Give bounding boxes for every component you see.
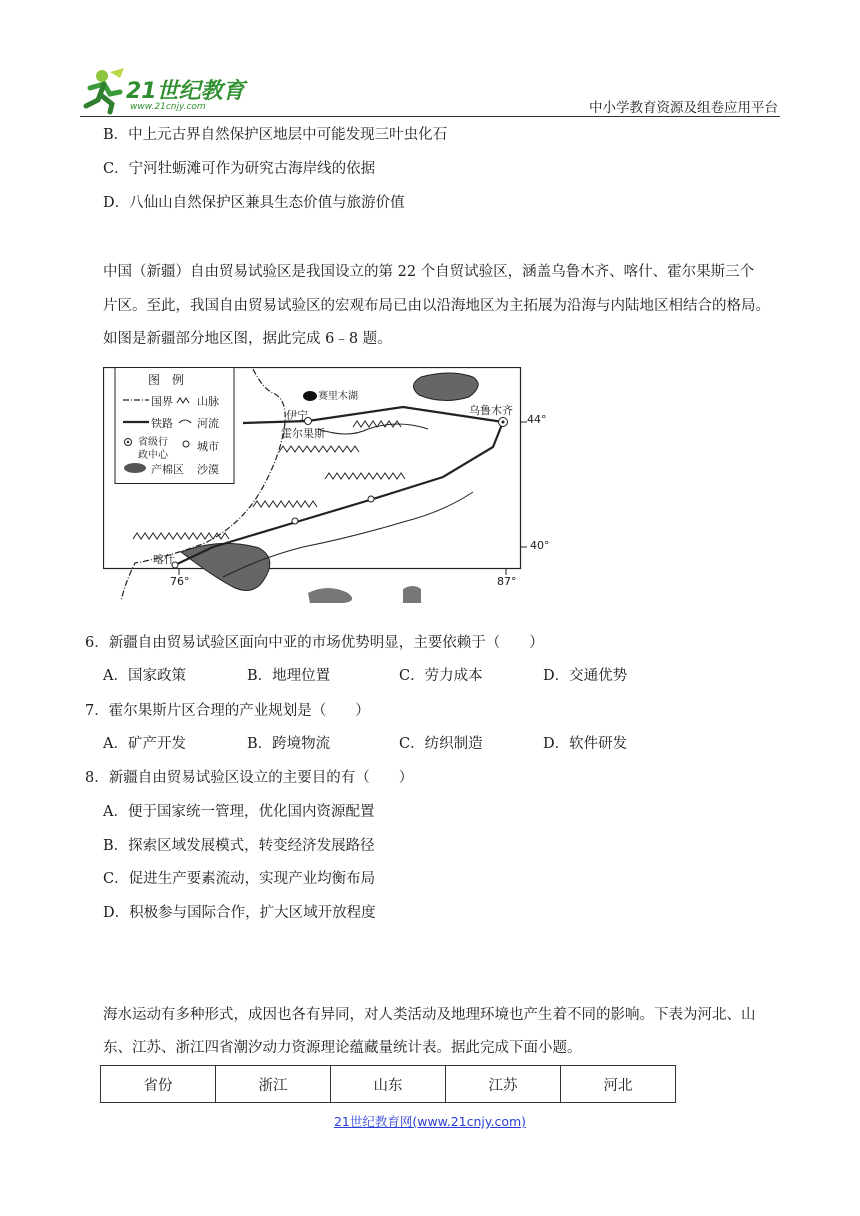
intro2-line2: 东、江苏、浙江四省潮汐动力资源理论蕴藏量统计表。据此完成下面小题。 xyxy=(103,1040,582,1056)
table-header-row xyxy=(101,1066,676,1103)
question-6-option-d: D．交通优势 xyxy=(543,668,628,684)
label-sayram-lake: 赛里木湖 xyxy=(318,391,358,402)
legend-capital-2: 政中心 xyxy=(138,450,168,461)
label-lat-44: 44° xyxy=(527,413,547,426)
question-7-option-c: C．纺织制造 xyxy=(399,736,483,752)
legend-river: 河流 xyxy=(197,417,219,430)
footer-site-link[interactable]: 21世纪教育网(www.21cnjy.com) xyxy=(333,1114,527,1129)
legend-border: 国界 xyxy=(151,395,173,408)
header-divider xyxy=(80,116,780,117)
question-8-option-c: C．促进生产要素流动，实现产业均衡布局 xyxy=(103,871,376,887)
question-7-option-a: A．矿产开发 xyxy=(103,736,186,752)
question-6-stem: 6．新疆自由贸易试验区面向中亚的市场优势明显，主要依赖于（ ） xyxy=(85,635,544,651)
logo-url: www.21cnjy.com xyxy=(130,102,206,112)
intro1-line1: 中国（新疆）自由贸易试验区是我国设立的第 22 个自贸试验区，涵盖乌鲁木齐、喀什、霍尔果斯三个 xyxy=(103,264,755,280)
question-8-stem: 8．新疆自由贸易试验区设立的主要目的有（ ） xyxy=(85,770,414,786)
platform-name: 中小学教育资源及组卷应用平台 xyxy=(589,100,778,116)
label-yining: 伊宁 xyxy=(286,409,308,422)
intro1-line2: 片区。至此，我国自由贸易试验区的宏观布局已由以沿海地区为主拓展为沿海与内陆地区相结合的格局。 xyxy=(103,298,770,314)
question-8-option-d: D．积极参与国际合作，扩大区域开放程度 xyxy=(103,905,376,921)
intro2-line1: 海水运动有多种形式，成因也各有异同，对人类活动及地理环境也产生着不同的影响。下表为河北、山 xyxy=(103,1007,756,1023)
label-urumqi: 乌鲁木齐 xyxy=(469,404,513,417)
question-7-option-d: D．软件研发 xyxy=(543,736,628,752)
question-6-option-a: A．国家政策 xyxy=(103,668,186,684)
table-header-cell: 浙江 xyxy=(216,1066,331,1103)
question-8-option-b: B．探索区域发展模式，转变经济发展路径 xyxy=(103,838,375,854)
label-khorgos: 霍尔果斯 xyxy=(281,427,325,440)
table-header-cell: 山东 xyxy=(331,1066,446,1103)
logo-title: 21世纪教育 xyxy=(126,79,245,104)
legend-title: 图 例 xyxy=(148,373,185,387)
question-6-option-b: B．地理位置 xyxy=(247,668,331,684)
prev-option-c: C．宁河牡蛎滩可作为研究古海岸线的依据 xyxy=(103,161,376,177)
legend-cotton: 产棉区 xyxy=(151,463,184,476)
label-kashgar: 喀什 xyxy=(153,553,175,566)
question-6-option-c: C．劳力成本 xyxy=(399,668,483,684)
question-8-option-a: A．便于国家统一管理，优化国内资源配置 xyxy=(103,804,375,820)
site-logo xyxy=(80,66,255,116)
xinjiang-map xyxy=(103,367,551,603)
question-7-stem: 7．霍尔果斯片区合理的产业规划是（ ） xyxy=(85,703,370,719)
label-lon-76: 76° xyxy=(170,575,190,588)
legend-railway: 铁路 xyxy=(151,417,173,430)
prev-option-d: D．八仙山自然保护区兼具生态价值与旅游价值 xyxy=(103,195,405,211)
question-7-option-b: B．跨境物流 xyxy=(247,736,331,752)
intro1-line3: 如图是新疆部分地区图，据此完成 6﹣8 题。 xyxy=(103,331,392,347)
tidal-energy-table xyxy=(100,1065,676,1103)
legend-desert: 沙漠 xyxy=(197,463,219,476)
legend-capital: 省级行 xyxy=(138,437,168,448)
legend-mountain: 山脉 xyxy=(197,395,219,408)
legend-city: 城市 xyxy=(197,440,219,453)
prev-option-b: B．中上元古界自然保护区地层中可能发现三叶虫化石 xyxy=(103,127,448,143)
label-lon-87: 87° xyxy=(497,575,517,588)
table-header-cell: 江苏 xyxy=(446,1066,561,1103)
table-header-cell: 省份 xyxy=(101,1066,216,1103)
table-header-cell: 河北 xyxy=(561,1066,676,1103)
label-lat-40: 40° xyxy=(530,539,550,552)
